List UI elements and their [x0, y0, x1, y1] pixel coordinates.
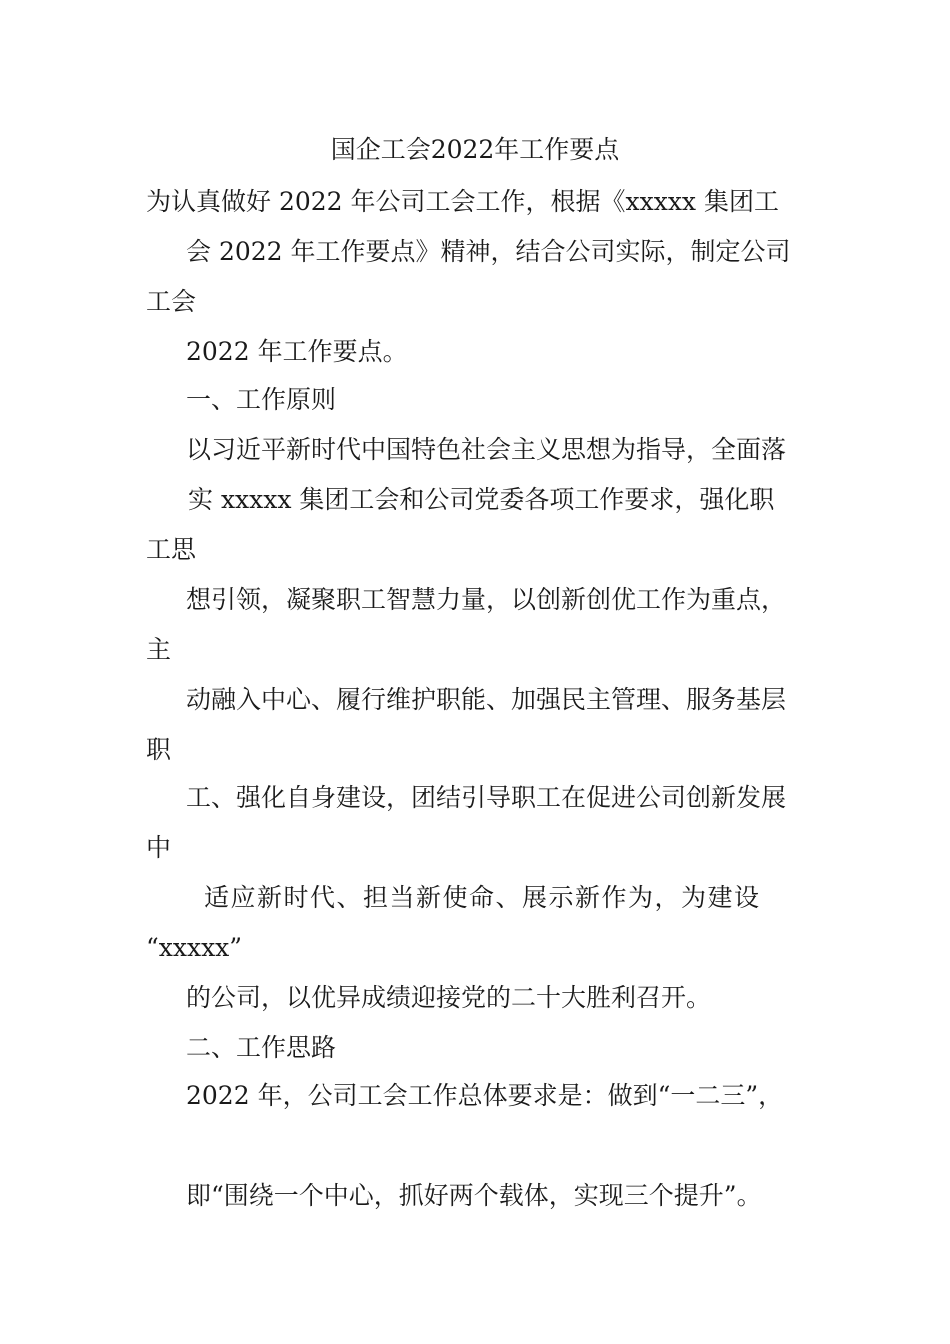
body-line: 会 2022 年工作要点》精神，结合公司实际，制定公司 [186, 237, 791, 266]
body-line: 职 [146, 735, 172, 764]
body-line: 适应新时代、担当新使命、展示新作为，为建设 [204, 883, 761, 912]
section-heading: 二、工作思路 [186, 1033, 337, 1062]
body-line: 实 xxxxx 集团工会和公司党委各项工作要求，强化职 [188, 485, 775, 514]
document-title: 国企工会2022年工作要点 [330, 135, 620, 164]
body-line: 工、强化自身建设，团结引导职工在促进公司创新发展 [186, 783, 787, 812]
body-line: “xxxxx” [146, 933, 243, 962]
body-line: 以习近平新时代中国特色社会主义思想为指导，全面落 [186, 435, 787, 464]
body-line: 工思 [146, 535, 197, 564]
body-line: 中 [146, 833, 172, 862]
body-line: 工会 [146, 287, 197, 316]
body-line: 2022 年，公司工会工作总体要求是：做到“一二三”， [186, 1081, 784, 1110]
body-line: 主 [146, 635, 172, 664]
body-line: 2022 年工作要点。 [186, 337, 408, 366]
body-line: 想引领，凝聚职工智慧力量，以创新创优工作为重点， [186, 585, 787, 614]
body-line: 为认真做好 2022 年公司工会工作，根据《xxxxx 集团工 [146, 187, 779, 216]
body-line: 动融入中心、履行维护职能、加强民主管理、服务基层 [186, 685, 787, 714]
section-heading: 一、工作原则 [186, 385, 337, 414]
body-line: 的公司，以优异成绩迎接党的二十大胜利召开。 [186, 983, 712, 1012]
body-line: 即“围绕一个中心，抓好两个载体，实现三个提升”。 [186, 1181, 762, 1210]
